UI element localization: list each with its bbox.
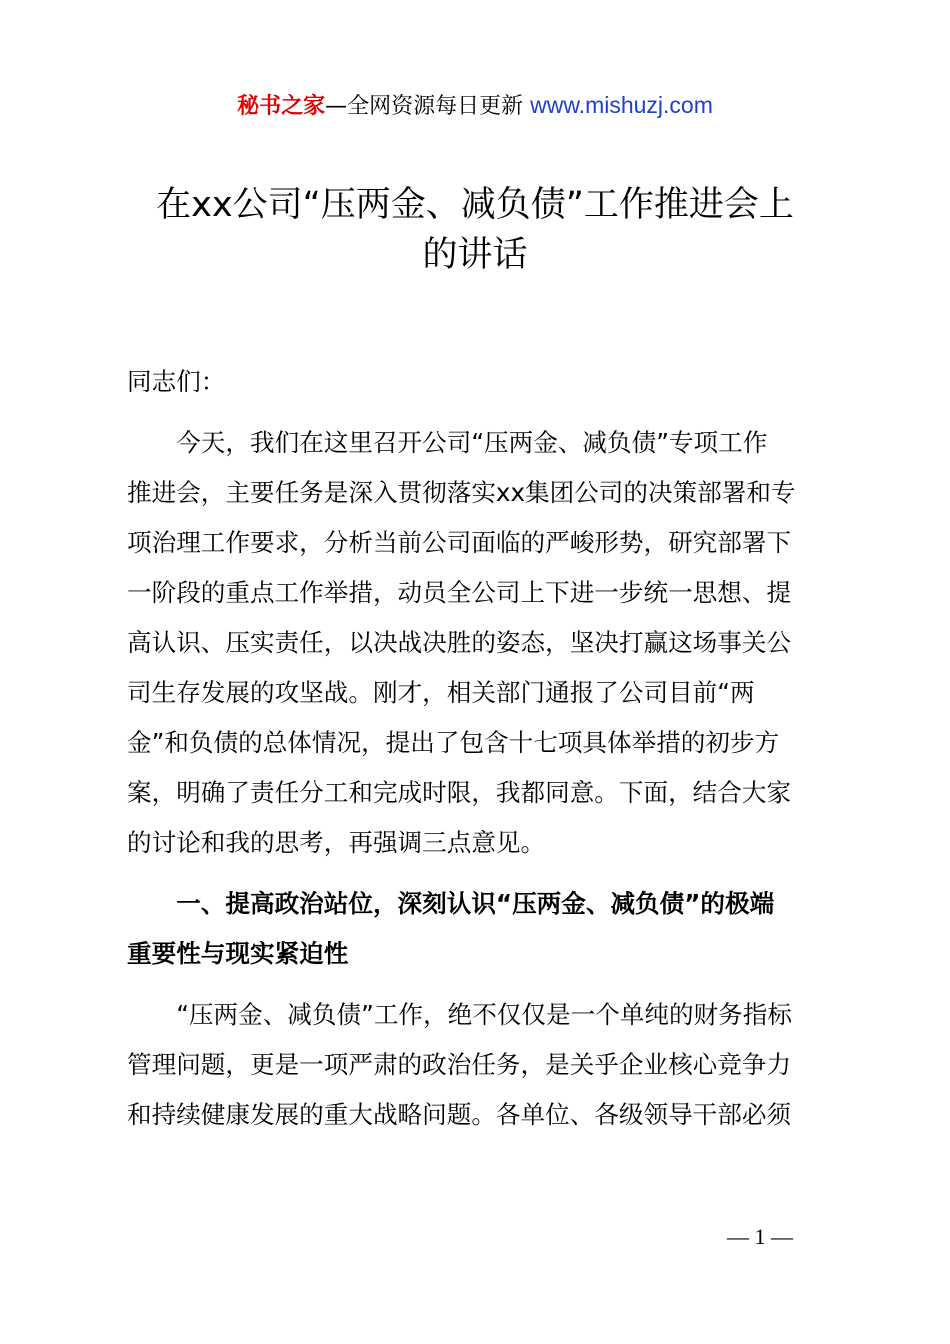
paragraph-section-1 — [127, 990, 833, 1140]
site-brand: 秘书之家 — [237, 94, 326, 119]
paragraph-line: 司生存发展的攻坚战。刚才，相关部门通报了公司目前“两 — [127, 678, 755, 707]
paragraph-line: 今天，我们在这里召开公司“压两金、减负债”专项工作 — [176, 428, 768, 457]
document-title — [110, 180, 840, 280]
paragraph-line: 推进会，主要任务是深入贯彻落实xx集团公司的决策部署和专 — [127, 478, 796, 507]
site-tagline: —全网资源每日更新 — [325, 94, 524, 119]
heading-line: 重要性与现实紧迫性 — [127, 939, 349, 968]
section-heading-1 — [127, 879, 833, 979]
paragraph-line: 和持续健康发展的重大战略问题。各单位、各级领导干部必须 — [127, 1100, 792, 1129]
site-header — [0, 88, 950, 124]
site-url-link[interactable]: www.mishuzj.com — [530, 92, 713, 118]
paragraph-line: 案，明确了责任分工和完成时限，我都同意。下面，结合大家 — [127, 778, 792, 807]
salutation: 同志们： — [127, 367, 226, 396]
page-number: — 1 — — [727, 1224, 793, 1249]
paragraph-line: 一阶段的重点工作举措，动员全公司上下进一步统一思想、提 — [127, 578, 792, 607]
document-title-line-2: 的讲话 — [422, 235, 528, 275]
paragraph-line: 项治理工作要求，分析当前公司面临的严峻形势，研究部署下 — [127, 528, 792, 557]
paragraph-line: “压两金、减负债”工作，绝不仅仅是一个单纯的财务指标 — [176, 1000, 792, 1029]
document-title-line-1: 在xx公司“压两金、减负债”工作推进会上 — [156, 185, 794, 225]
paragraph-intro — [127, 418, 833, 868]
document-body — [127, 357, 833, 1151]
paragraph-line: 金”和负债的总体情况，提出了包含十七项具体举措的初步方 — [127, 728, 780, 757]
paragraph-line: 的讨论和我的思考，再强调三点意见。 — [127, 828, 546, 857]
heading-line: 一、提高政治站位，深刻认识“压两金、减负债”的极端 — [176, 889, 775, 918]
paragraph-line: 高认识、压实责任，以决战决胜的姿态，坚决打赢这场事关公 — [127, 628, 792, 657]
paragraph-line: 管理问题，更是一项严肃的政治任务，是关乎企业核心竞争力 — [127, 1050, 792, 1079]
